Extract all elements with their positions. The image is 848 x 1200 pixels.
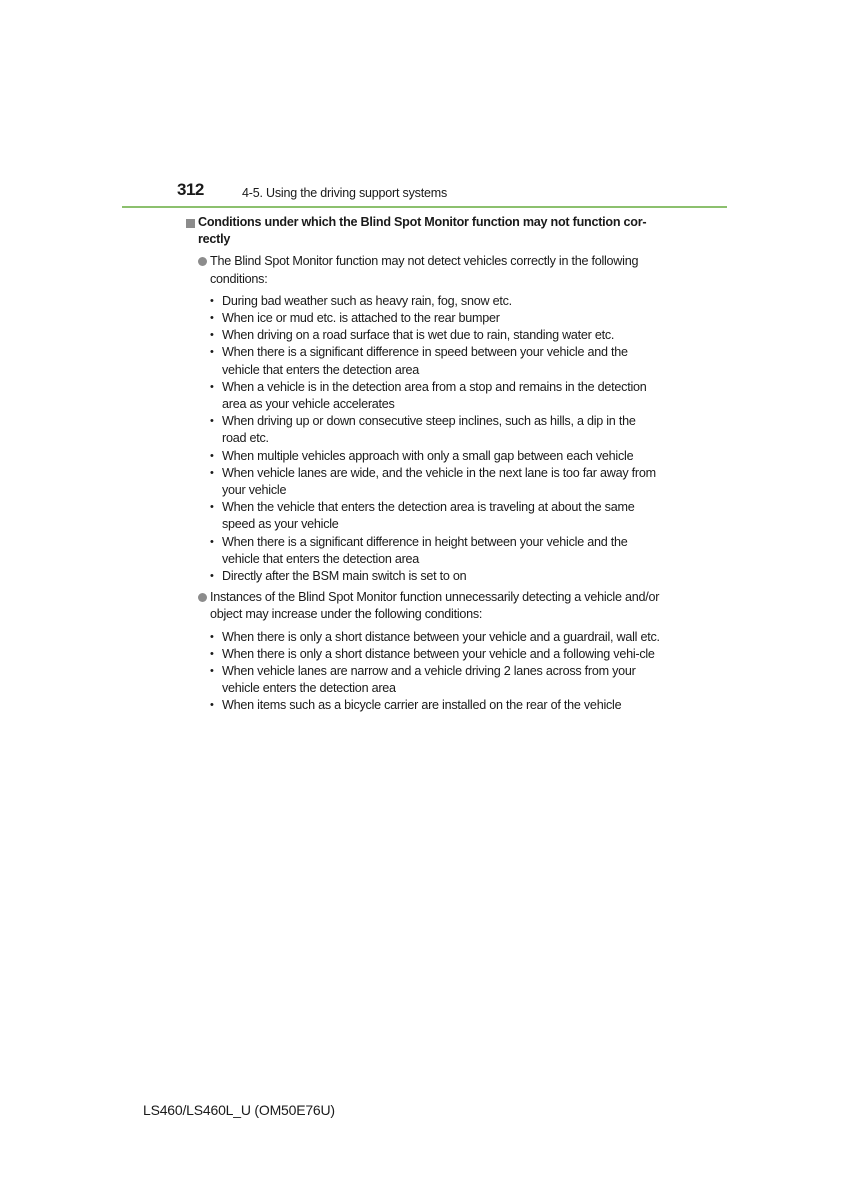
sub-list-item [185, 663, 663, 697]
dot-bullet-icon: • [210, 501, 214, 514]
sub-list-item [185, 697, 663, 714]
sub-list-item [185, 629, 663, 646]
page-footer: LS460/LS460L_U (OM50E76U) [143, 1102, 335, 1118]
sub-list-item-text: When multiple vehicles approach with only a small gap between each vehicle [222, 448, 634, 463]
dot-bullet-icon: • [210, 466, 214, 479]
sub-list-item-text: When there is only a short distance between your vehicle and a following vehi-cle [222, 646, 655, 661]
sub-list-item-text: When ice or mud etc. is attached to the rear bumper [222, 311, 500, 326]
dot-bullet-icon: • [210, 294, 214, 307]
sub-list-item [185, 568, 663, 585]
sub-list [185, 629, 663, 715]
list-item [185, 589, 663, 623]
section-heading-text: Conditions under which the Blind Spot Monitor function may not function cor-rectly [198, 215, 647, 247]
sub-list-item [185, 379, 663, 413]
sub-list-item [185, 293, 663, 310]
sub-list-item [185, 499, 663, 533]
dot-bullet-icon: • [210, 449, 214, 462]
sub-list-item [185, 327, 663, 344]
sub-list-item [185, 344, 663, 378]
dot-bullet-icon: • [210, 647, 214, 660]
sub-list-item-text: When items such as a bicycle carrier are installed on the rear of the vehicle [222, 698, 622, 713]
header-divider [122, 206, 727, 208]
dot-bullet-icon: • [210, 699, 214, 712]
sub-list-item-text: When vehicle lanes are narrow and a vehicle driving 2 lanes across from your vehicle enters the detection area [222, 664, 636, 696]
list-item [185, 253, 663, 287]
page-number: 312 [177, 180, 204, 199]
list-item-text: Instances of the Blind Spot Monitor function unnecessarily detecting a vehicle and/or object may increase under the following conditions: [210, 590, 660, 622]
main-content [185, 214, 663, 718]
sub-list-item-text: Directly after the BSM main switch is set to on [222, 569, 467, 584]
square-bullet-icon [186, 219, 195, 228]
dot-bullet-icon: • [210, 329, 214, 342]
sub-list-item-text: When the vehicle that enters the detection area is traveling at about the same speed as your vehicle [222, 500, 635, 532]
sub-list-item [185, 413, 663, 447]
sub-list-item-text: When driving on a road surface that is wet due to rain, standing water etc. [222, 328, 615, 343]
sub-list-item [185, 465, 663, 499]
section-heading [185, 214, 663, 248]
dot-bullet-icon: • [210, 415, 214, 428]
page-header [122, 180, 727, 210]
sub-list-item-text: When there is a significant difference in height between your vehicle and the vehicle that enters the detection area [222, 534, 628, 566]
dot-bullet-icon: • [210, 665, 214, 678]
dot-bullet-icon: • [210, 346, 214, 359]
dot-bullet-icon: • [210, 630, 214, 643]
sub-list-item-text: When driving up or down consecutive steep inclines, such as hills, a dip in the road etc. [222, 414, 636, 446]
dot-bullet-icon: • [210, 535, 214, 548]
dot-bullet-icon: • [210, 380, 214, 393]
sub-list-item-text: When a vehicle is in the detection area from a stop and remains in the detection area as your vehicle accelerates [222, 379, 647, 412]
sub-list-item [185, 534, 663, 568]
sub-list-item-text: When there is only a short distance between your vehicle and a guardrail, wall etc. [222, 629, 660, 644]
circle-bullet-icon [198, 593, 207, 602]
section-title: 4-5. Using the driving support systems [242, 186, 447, 200]
circle-bullet-icon [198, 257, 207, 266]
list-item-text: The Blind Spot Monitor function may not detect vehicles correctly in the following conditions: [210, 254, 639, 286]
sub-list-item [185, 646, 663, 663]
sub-list [185, 293, 663, 585]
dot-bullet-icon: • [210, 312, 214, 325]
sub-list-item-text: During bad weather such as heavy rain, fog, snow etc. [222, 293, 512, 308]
sub-list-item [185, 448, 663, 465]
sub-list-item [185, 310, 663, 327]
sub-list-item-text: When there is a significant difference in speed between your vehicle and the vehicle that enters the detection area [222, 345, 628, 377]
sub-list-item-text: When vehicle lanes are wide, and the vehicle in the next lane is too far away from your vehicle [222, 465, 656, 498]
dot-bullet-icon: • [210, 570, 214, 583]
